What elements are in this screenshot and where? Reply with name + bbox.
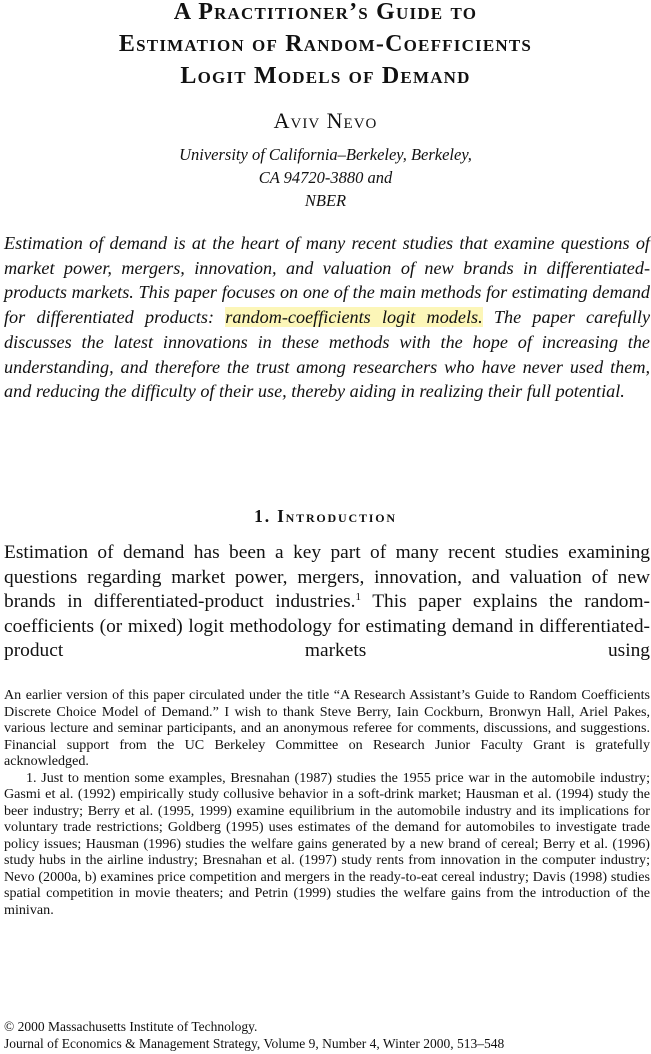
affiliation-line-2: CA 94720-3880 and bbox=[258, 168, 393, 187]
acknowledgment-note: An earlier version of this paper circulated under the title “A Research Assistant’s Guide to Random Coefficients Discrete Choice Model of Demand.” I wish to thank Steve Berry, Iain Cockburn, Bronwyn Hall, Ariel Pakes, various lecture and seminar participants, and an anonymous referee for comments, discussions, and suggestions. Financial support from the UC Berkeley Committee on Research Junior Faculty Grant is gratefully acknowledged. bbox=[4, 687, 650, 769]
copyright-notice: © 2000 Massachusetts Institute of Technology. bbox=[4, 1019, 258, 1034]
section-heading-introduction: 1. Introduction bbox=[254, 506, 397, 526]
abstract bbox=[4, 231, 650, 404]
introduction-paragraph bbox=[4, 541, 650, 664]
title-line-2: Estimation of Random-Coefficients bbox=[118, 31, 533, 57]
affiliation-line-1: University of California–Berkeley, Berkeley, bbox=[179, 145, 472, 164]
author-name: Aviv Nevo bbox=[273, 108, 378, 133]
intro-text-start: Estimation of demand has been a key part of many recent studies examining questions regarding market power, mergers, innovation, and valuation of new brands in differentiated-product industries. bbox=[4, 542, 650, 613]
title-line-3: Logit Models of Demand bbox=[180, 63, 471, 89]
author-affiliation bbox=[0, 143, 651, 212]
affiliation-line-3: NBER bbox=[304, 191, 347, 210]
title-line-1: A Practitioner’s Guide to bbox=[173, 0, 478, 25]
abstract-highlight[interactable]: random-coefficients logit models. bbox=[225, 307, 483, 328]
journal-citation: Journal of Economics & Management Strategy, Volume 9, Number 4, Winter 2000, 513–548 bbox=[4, 1035, 505, 1051]
intro-text-end: This paper explains the random-coefficients (or mixed) logit methodology for estimating demand in differentiated-product markets using bbox=[4, 591, 650, 662]
publication-footer bbox=[4, 1019, 650, 1052]
footnote-marker-1[interactable]: 1 bbox=[355, 591, 361, 604]
abstract-text-end: The paper carefully discusses the latest innovations in these methods with the hope of increasing the understanding, and therefore the trust among researchers who have never used them, and reducing the difficulty of their use, thereby aiding in realizing their full potential. bbox=[4, 307, 651, 402]
footnote-1: 1. Just to mention some examples, Bresnahan (1987) studies the 1955 price war in the automobile industry; Gasmi et al. (1992) empirically study collusive behavior in a soft-drink market; Hausman et al. (1994) study the beer industry; Berry et al. (1995, 1999) examine equilibrium in the automobile industry and its implications for voluntary trade restrictions; Goldberg (1995) uses estimates of the demand for automobiles to investigate trade policy issues; Hausman (1996) studies the welfare gains generated by a new brand of cereal; Berry et al. (1996) study hubs in the airline industry; Bresnahan et al. (1997) study rents from innovation in the computer industry; Nevo (2000a, b) examines price competition and mergers in the ready-to-eat cereal industry; Davis (1998) studies spatial competition in movie theaters; and Petrin (1999) studies the welfare gains from the introduction of the minivan. bbox=[4, 769, 650, 918]
footnotes bbox=[4, 687, 650, 918]
paper-title bbox=[0, 0, 651, 92]
abstract-text-start: Estimation of demand is at the heart of many recent studies that examine questions of market power, mergers, innovation, and valuation of new brands in differentiated-products markets. This paper focuses on one of the main methods for estimating demand for differentiated products: bbox=[4, 233, 650, 328]
